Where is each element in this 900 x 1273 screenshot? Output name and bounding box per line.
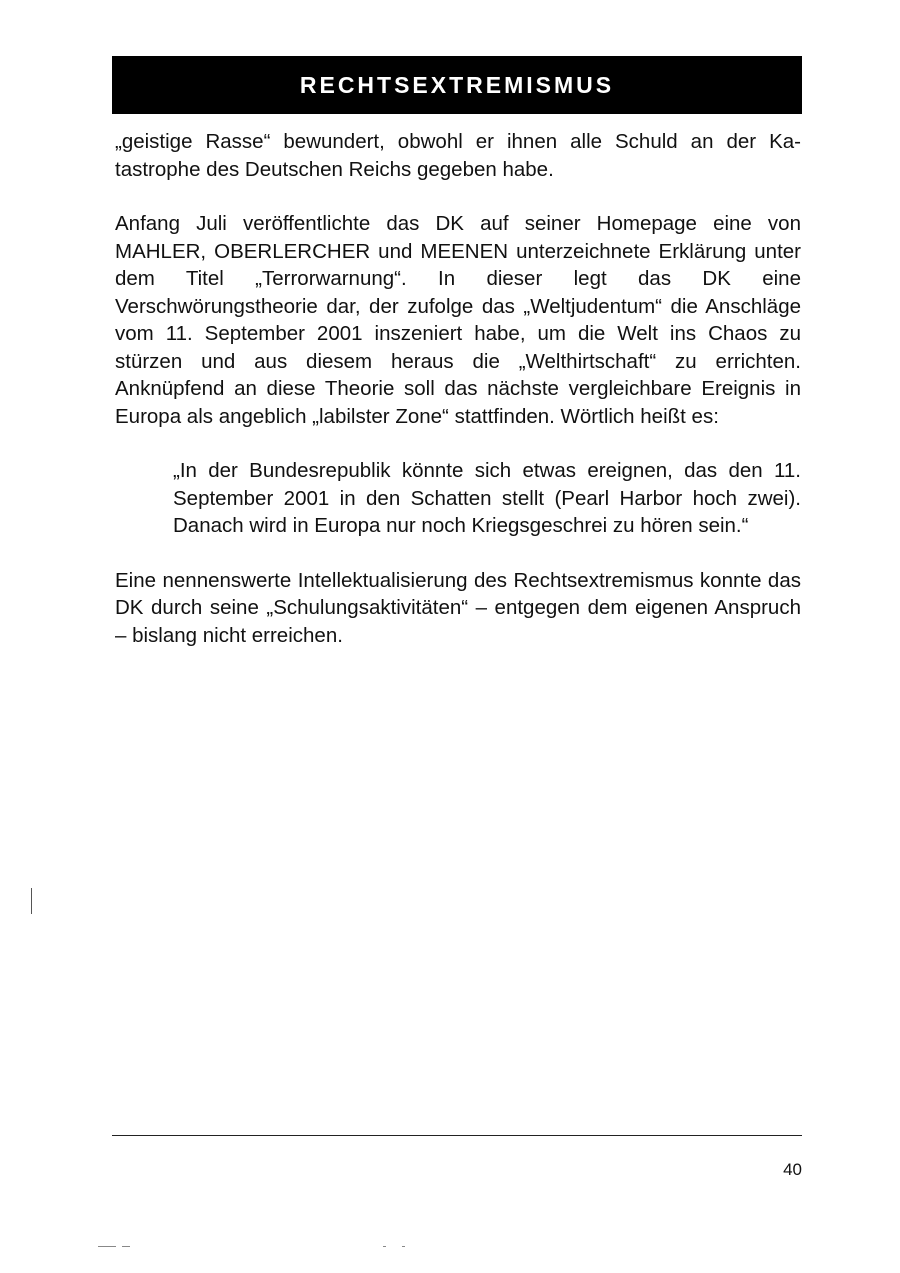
footer-divider (112, 1135, 802, 1136)
paragraph-1: „geistige Rasse“ bewundert, obwohl er ihnen alle Schuld an der Katastrophe des Deutschen Reichs gegeben habe. (115, 130, 801, 181)
scan-margin-mark (31, 888, 32, 914)
scan-speck-left (98, 1246, 116, 1247)
page-number: 40 (783, 1160, 802, 1179)
section-header (112, 56, 802, 114)
scan-speck-center (383, 1246, 386, 1247)
block-quote: „In der Bundesrepublik könnte sich etwas ereignen, das den 11. September 2001 in den Schatten stellt (Pearl Harbor hoch zwei). Danach wird in Europa nur noch Kriegsgeschrei zu hören sein.“ (173, 459, 801, 537)
paragraph-3: Eine nennenswerte Intellektualisierung des Rechtsextremismus konnte das DK durch seine „Schulungsaktivitäten“ – entgegen dem eigenen Anspruch – bislang nicht erreichen. (115, 568, 801, 647)
page-body (115, 128, 801, 676)
paragraph-2: Anfang Juli veröffentlichte das DK auf seiner Homepage eine von MAHLER, OBERLERCHER und MEENEN unterzeichnete Erklärung unter dem Titel „Terrorwarnung“. In dieser legt das DK eine Verschwörungstheorie dar, der zufolge das „Weltjudentum“ die Anschläge vom 11. September 2001 inszeniert habe, um die Welt ins Chaos zu stürzen und aus diesem heraus die „Welthirtschaft“ zu errichten. Anknüpfend an diese Theorie soll das nächste vergleichbare Ereignis in Europa als angeblich „labilster Zone“ stattfinden. Wörtlich heißt es: (115, 212, 801, 428)
scan-speck-center-right (402, 1246, 405, 1247)
scan-speck-left-small (122, 1246, 130, 1247)
section-title: RECHTSEXTREMISMUS (299, 71, 615, 98)
